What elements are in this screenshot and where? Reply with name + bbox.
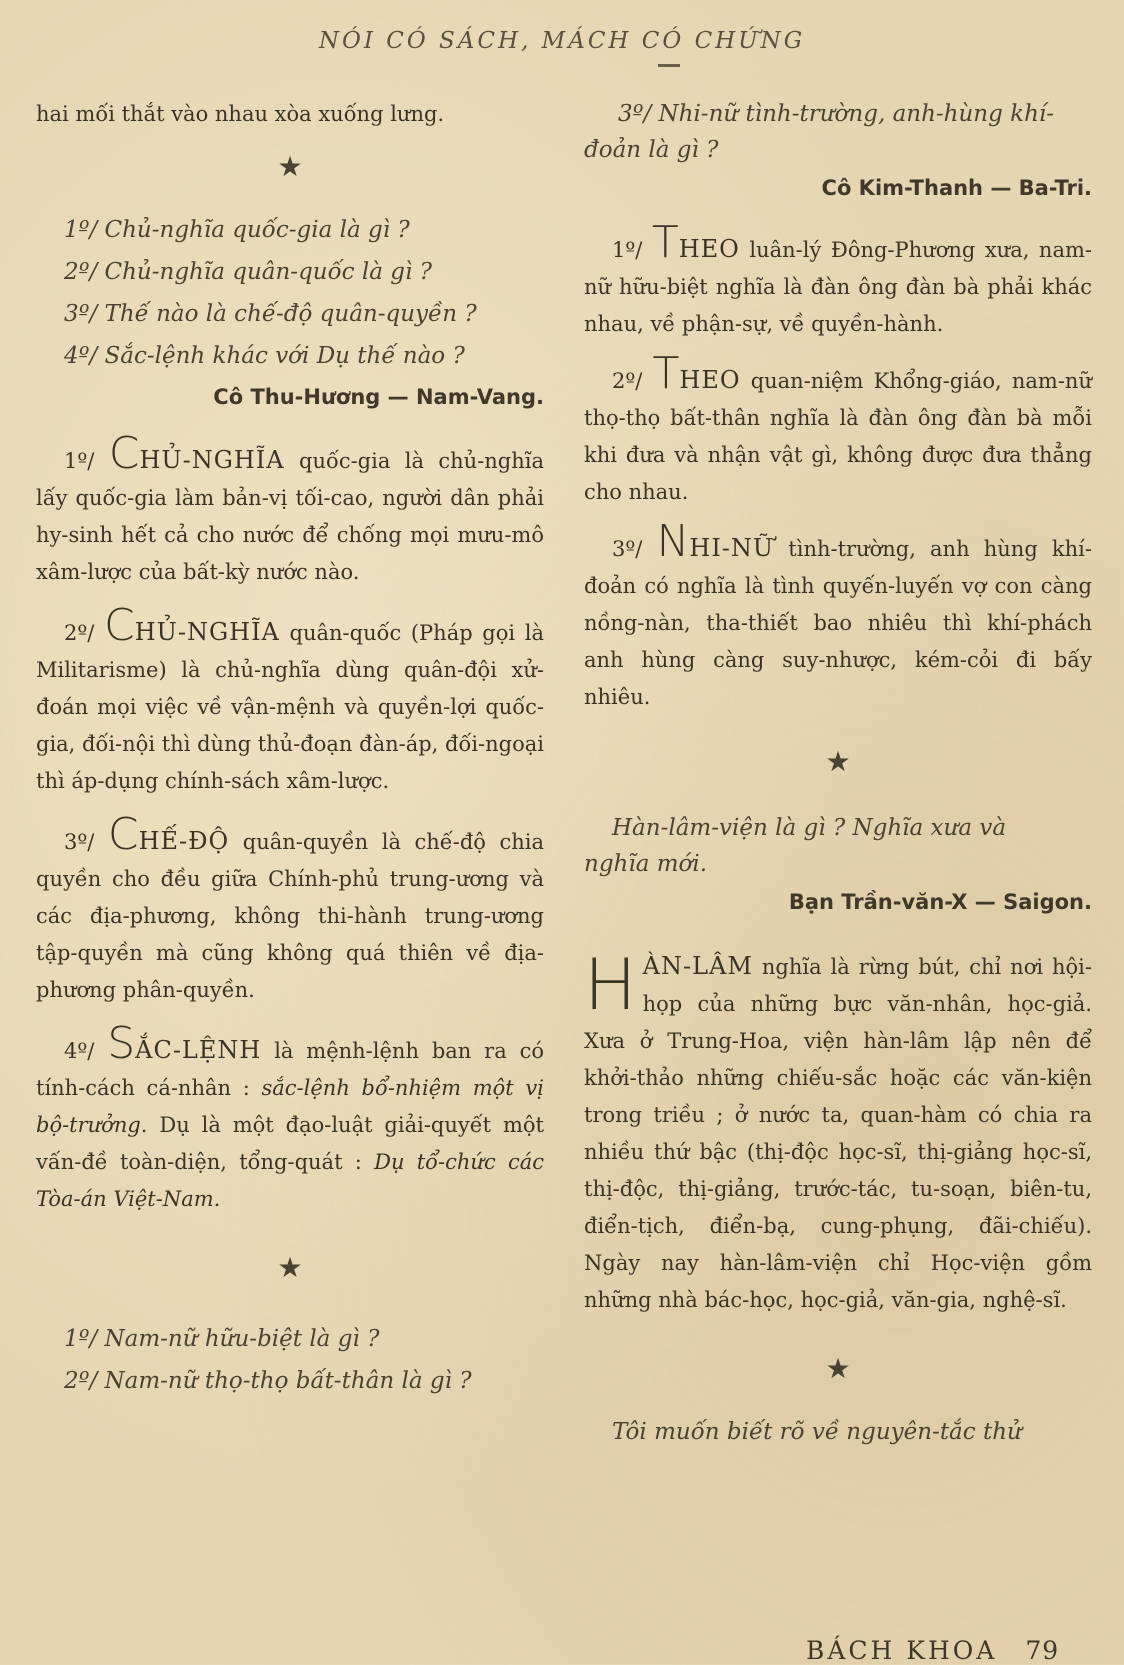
question-line: 1º/ Nam-nữ hữu-biệt là gì ? — [64, 1326, 380, 1352]
answer-text: quan-niệm Khổng-giáo, nam-nữ thọ-thọ bất-thân nghĩa là đàn ông đàn bà mỗi khi đưa và nhận vật gì, không được đưa thẳng cho nhau. — [584, 369, 1092, 504]
drop-cap: C — [107, 809, 139, 860]
header-ornament — [658, 64, 680, 67]
question-line: đoản là gì ? — [584, 137, 719, 163]
answer-text: quân-quyền là chế-độ chia quyền cho đều giữa Chính-phủ trung-ương và các địa-phương, không thi-hành trung-ương tập-quyền mà cũng không quá thiên về địa-phương phân-quyền. — [36, 830, 544, 1002]
answer-number: 3º/ — [612, 537, 643, 561]
answer-lead: HẾ-ĐỘ — [138, 827, 230, 855]
answer-lead: HEO — [678, 235, 740, 263]
magazine-name: BÁCH KHOA — [806, 1636, 998, 1665]
question-line: 2º/ Chủ-nghĩa quân-quốc là gì ? — [64, 259, 432, 285]
question-block-1 — [36, 209, 544, 377]
answer-example: sắc-lệnh bổ-nhiệm một vị bộ-trưởng — [36, 1076, 544, 1137]
answer-3 — [584, 516, 1092, 716]
signature: Bạn Trần-văn-X — Saigon. — [788, 890, 1092, 914]
answer-number: 3º/ — [64, 830, 95, 854]
section-star: ★ — [825, 1352, 851, 1385]
answer-text: nghĩa là rừng bút, chỉ nơi hội-họp của những bực văn-nhân, học-giả. Xưa ở Trung-Hoa, viện hàn-lâm lập nên để khởi-thảo những chiếu-sắc hoặc các văn-kiện trong triều ; ở nước ta, quan-hàm có chia ra nhiều thứ bậc (thị-độc học-sĩ, thị-giảng học-sĩ, thị-độc, thị-giảng, trước-tác, tu-soạn, biên-tu, điển-tịch, điển-bạ, cung-phụng, đãi-chiếu). Ngày nay hàn-lâm-viện chỉ Học-viện gồm những nhà bác-học, học-giả, văn-gia, nghệ-sĩ. — [584, 955, 1092, 1312]
answer-text: tình-trường, anh hùng khí-đoản có nghĩa là tình quyến-luyến vợ con càng nồng-nàn, tha-thiết bao nhiêu thì khí-phách anh hùng càng suy-nhược, kém-cỏi đi bấy nhiêu. — [584, 537, 1092, 709]
answer-number: 1º/ — [64, 449, 95, 473]
drop-cap: C — [103, 600, 135, 651]
answer-number: 2º/ — [612, 369, 643, 393]
drop-cap: H — [584, 944, 637, 1026]
section-star: ★ — [277, 150, 303, 183]
answer-1 — [584, 217, 1092, 343]
signature: Cô Thu-Hương — Nam-Vang. — [213, 385, 544, 409]
question-line: nghĩa mới. — [584, 851, 708, 877]
question-line: Tôi muốn biết rõ về nguyên-tắc thử — [612, 1419, 1022, 1445]
answer-3 — [36, 809, 544, 1009]
answer-text: quốc-gia là chủ-nghĩa lấy quốc-gia làm bản-vị tối-cao, người dân phải hy-sinh hết cả cho nước để chống mọi mưu-mô xâm-lược của bất-kỳ nước nào. — [36, 449, 544, 584]
section-star: ★ — [825, 745, 851, 778]
left-column — [36, 96, 544, 1402]
drop-cap: C — [108, 428, 140, 479]
page-footer — [806, 1636, 1059, 1665]
answer-number: 2º/ — [64, 621, 95, 645]
answer-lead: HEO — [679, 366, 741, 394]
question-line: 1º/ Chủ-nghĩa quốc-gia là gì ? — [64, 217, 410, 243]
drop-cap: T — [652, 348, 680, 399]
signature: Cô Kim-Thanh — Ba-Tri. — [821, 176, 1092, 200]
drop-cap: N — [656, 516, 690, 567]
page-number: 79 — [1025, 1636, 1060, 1665]
continued-text: hai mối thắt vào nhau xòa xuống lưng. — [36, 102, 445, 126]
answer-text: quân-quốc (Pháp gọi là Militarisme) là chủ-nghĩa dùng quân-đội xử-đoán mọi việc về vận-mệnh và quyền-lợi quốc-gia, đối-nội thì dùng thủ-đoạn đàn-áp, đối-ngoại thì áp-dụng chính-sách xâm-lược. — [36, 621, 544, 793]
answer-lead: HỦ-NGHĨA — [139, 446, 285, 474]
answer-text: . Dụ là một đạo-luật giải-quyết một vấn-đề toàn-diện, tổng-quát : — [36, 1113, 544, 1174]
right-column — [584, 96, 1092, 1453]
answer-4 — [36, 1018, 545, 1218]
answer-lead: ẮC-LỆNH — [135, 1036, 262, 1064]
drop-cap: S — [107, 1018, 136, 1069]
question-block-2 — [36, 1318, 544, 1402]
answer-hanlam — [584, 944, 1092, 1319]
question-block-2-cont — [584, 96, 1092, 168]
answer-number: 1º/ — [612, 238, 643, 262]
answer-2 — [36, 600, 544, 800]
question-line: Hàn-lâm-viện là gì ? Nghĩa xưa và — [612, 815, 1007, 841]
answer-1 — [36, 428, 544, 591]
running-header: NÓI CÓ SÁCH, MÁCH CÓ CHỨNG — [318, 28, 806, 54]
question-block-3 — [584, 810, 1092, 882]
question-line: 4º/ Sắc-lệnh khác với Dụ thế nào ? — [64, 343, 465, 369]
answer-text: là mệnh-lệnh ban ra có tính-cách cá-nhân : — [36, 1039, 544, 1100]
answer-2 — [584, 348, 1092, 511]
answer-lead: HI-NỮ — [689, 534, 775, 562]
answer-lead: HỦ-NGHĨA — [134, 618, 280, 646]
question-line: 3º/ Nhi-nữ tình-trường, anh-hùng khí- — [618, 101, 1055, 127]
drop-cap: T — [651, 217, 679, 268]
answer-lead: ÀN-LÂM — [642, 952, 753, 980]
answer-text: luân-lý Đông-Phương xưa, nam-nữ hữu-biệt nghĩa là đàn ông đàn bà phải khác nhau, về phận-sự, về quyền-hành. — [584, 238, 1092, 336]
section-star: ★ — [277, 1251, 303, 1284]
question-line: 2º/ Nam-nữ thọ-thọ bất-thân là gì ? — [64, 1368, 472, 1394]
question-line: 3º/ Thế nào là chế-độ quân-quyền ? — [64, 301, 477, 327]
answer-example: Dụ tổ-chức các Tòa-án Việt-Nam. — [36, 1150, 545, 1211]
answer-number: 4º/ — [64, 1039, 95, 1063]
